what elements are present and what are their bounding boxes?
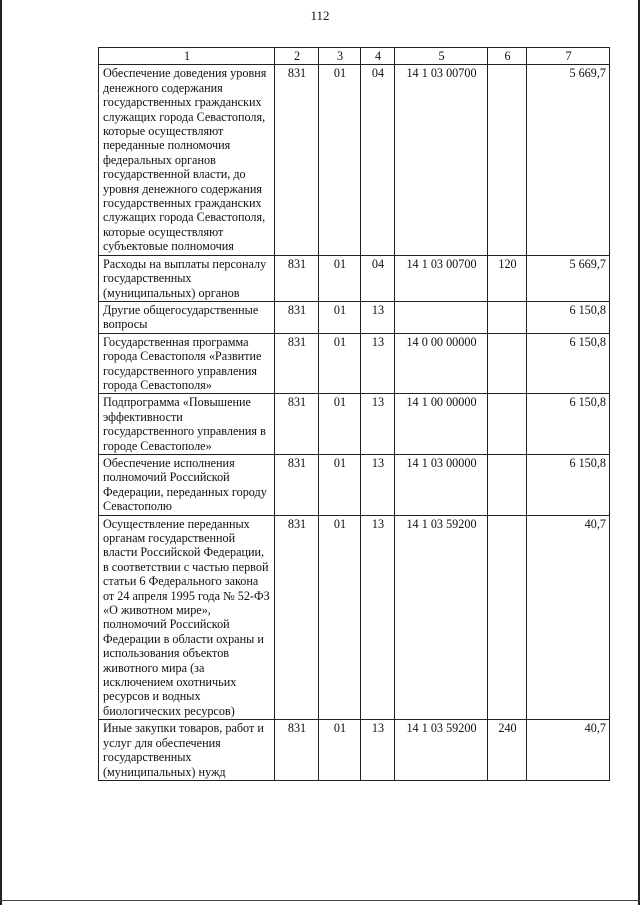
ved-code-cell: 831 [275,301,319,333]
ved-code-cell: 831 [275,394,319,455]
subsection-code-cell: 04 [361,65,395,255]
section-code-cell: 01 [319,394,361,455]
column-header: 2 [275,48,319,65]
target-article-cell: 14 1 03 59200 [395,720,488,781]
scan-edge-left [0,0,2,905]
expense-type-cell [488,515,527,720]
section-code-cell: 01 [319,333,361,394]
subsection-code-cell: 13 [361,394,395,455]
amount-cell: 6 150,8 [527,394,610,455]
expense-type-cell [488,65,527,255]
column-header: 4 [361,48,395,65]
amount-cell: 6 150,8 [527,454,610,515]
ved-code-cell: 831 [275,255,319,301]
row-name-cell: Иные закупки товаров, работ и услуг для обеспечения государственных (муниципальных) нужд [99,720,275,781]
column-header: 5 [395,48,488,65]
subsection-code-cell: 13 [361,333,395,394]
target-article-cell: 14 0 00 00000 [395,333,488,394]
row-name-cell: Обеспечение доведения уровня денежного содержания государственных гражданских служащих города Севастополя, которые осуществляют переданные полномочия федеральных органов государственной власти, до уровня денежного содержания государственных гражданских служащих города Севастополя, которые осуществляют субъектовые полномочия [99,65,275,255]
row-name-cell: Обеспечение исполнения полномочий Российской Федерации, переданных городу Севастополю [99,454,275,515]
table-header-row [99,48,610,65]
ved-code-cell: 831 [275,515,319,720]
table-row [99,454,610,515]
table-row [99,394,610,455]
page-number: 112 [310,8,330,23]
table-row [99,301,610,333]
subsection-code-cell: 13 [361,454,395,515]
ved-code-cell: 831 [275,333,319,394]
amount-cell: 6 150,8 [527,333,610,394]
scan-edge-bottom [0,900,640,901]
budget-table [98,47,610,781]
row-name-cell: Осуществление переданных органам государственной власти Российской Федерации, в соответствии с частью первой статьи 6 Федерального закона от 24 апреля 1995 года № 52-ФЗ «О животном мире», полномочий Российской Федерации в области охраны и использования объектов животного мира (за исключением охотничьих ресурсов и водных биологических ресурсов) [99,515,275,720]
target-article-cell: 14 1 03 59200 [395,515,488,720]
column-header: 1 [99,48,275,65]
row-name-cell: Подпрограмма «Повышение эффективности государственного управления в городе Севастополе» [99,394,275,455]
table-row [99,65,610,255]
section-code-cell: 01 [319,255,361,301]
target-article-cell: 14 1 03 00700 [395,255,488,301]
target-article-cell: 14 1 00 00000 [395,394,488,455]
amount-cell: 5 669,7 [527,65,610,255]
target-article-cell [395,301,488,333]
target-article-cell: 14 1 03 00700 [395,65,488,255]
row-name-cell: Расходы на выплаты персоналу государственных (муниципальных) органов [99,255,275,301]
subsection-code-cell: 13 [361,301,395,333]
section-code-cell: 01 [319,301,361,333]
column-header: 6 [488,48,527,65]
expense-type-cell [488,454,527,515]
column-header: 7 [527,48,610,65]
amount-cell: 40,7 [527,720,610,781]
table-row [99,720,610,781]
subsection-code-cell: 13 [361,515,395,720]
section-code-cell: 01 [319,720,361,781]
row-name-cell: Государственная программа города Севастополя «Развитие государственного управления города Севастополя» [99,333,275,394]
section-code-cell: 01 [319,454,361,515]
section-code-cell: 01 [319,65,361,255]
amount-cell: 40,7 [527,515,610,720]
expense-type-cell [488,301,527,333]
row-name-cell: Другие общегосударственные вопросы [99,301,275,333]
ved-code-cell: 831 [275,454,319,515]
expense-type-cell [488,333,527,394]
expense-type-cell: 240 [488,720,527,781]
column-header: 3 [319,48,361,65]
expense-type-cell: 120 [488,255,527,301]
table-row [99,333,610,394]
subsection-code-cell: 04 [361,255,395,301]
table-row [99,515,610,720]
amount-cell: 6 150,8 [527,301,610,333]
table-row [99,255,610,301]
section-code-cell: 01 [319,515,361,720]
amount-cell: 5 669,7 [527,255,610,301]
subsection-code-cell: 13 [361,720,395,781]
expense-type-cell [488,394,527,455]
target-article-cell: 14 1 03 00000 [395,454,488,515]
ved-code-cell: 831 [275,720,319,781]
ved-code-cell: 831 [275,65,319,255]
